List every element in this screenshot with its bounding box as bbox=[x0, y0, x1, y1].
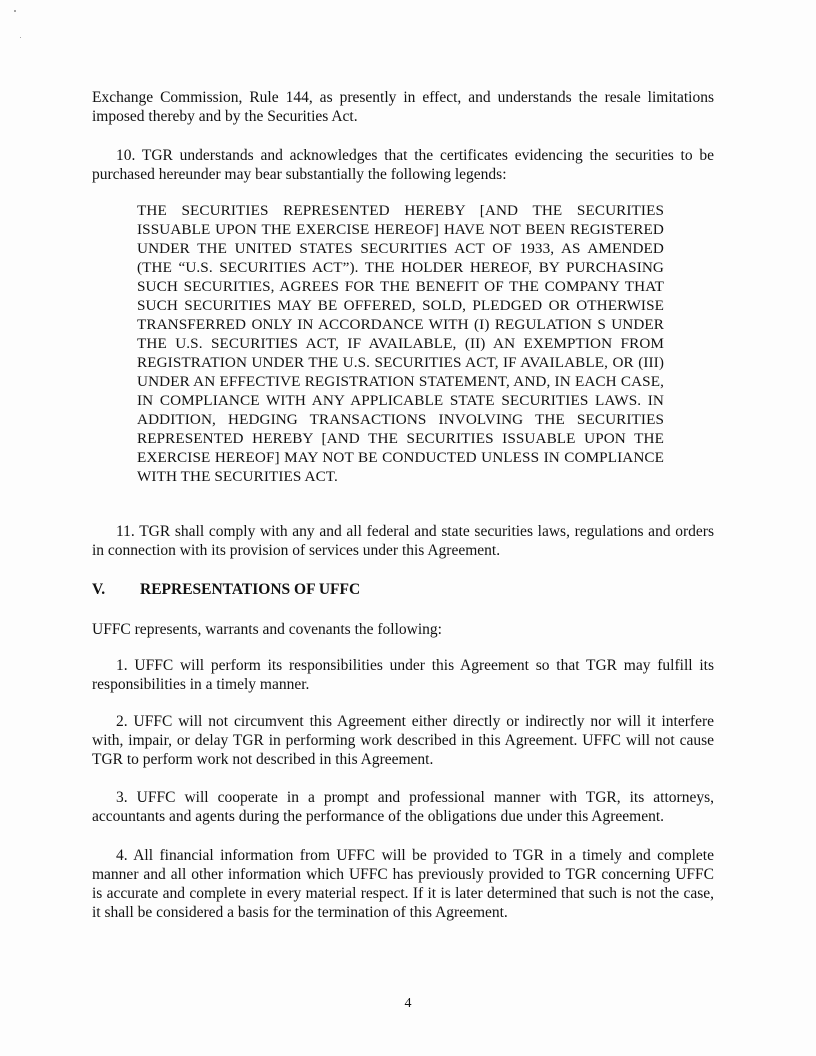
paragraph-intro: Exchange Commission, Rule 144, as presently in effect, and understands the resale limitations imposed thereby and by the Securities Act. bbox=[92, 89, 714, 125]
section-intro: UFFC represents, warrants and covenants the following: bbox=[92, 621, 442, 638]
item-2: 2. UFFC will not circumvent this Agreement either directly or indirectly nor will it interfere with, impair, or delay TGR in performing work described in this Agreement. UFFC will not cause TGR to perform work not described in this Agreement. bbox=[92, 713, 714, 768]
section-number: V. bbox=[92, 581, 106, 598]
scan-speck bbox=[20, 37, 21, 38]
item-3: 3. UFFC will cooperate in a prompt and professional manner with TGR, its attorneys, accountants and agents during the performance of the obligations due under this Agreement. bbox=[92, 789, 714, 825]
item-1: 1. UFFC will perform its responsibilities under this Agreement so that TGR may fulfill its responsibilities in a timely manner. bbox=[92, 657, 714, 693]
page-number: 4 bbox=[404, 996, 412, 1011]
item-4: 4. All financial information from UFFC will be provided to TGR in a timely and complete manner and all other information which UFFC has previously provided to TGR concerning UFFC is accurate and complete in every material respect. If it is later determined that such is not the case, it shall be considered a basis for the termination of this Agreement. bbox=[92, 847, 714, 921]
section-title: REPRESENTATIONS OF UFFC bbox=[140, 581, 361, 598]
section-heading bbox=[92, 581, 360, 599]
paragraph-11: 11. TGR shall comply with any and all federal and state securities laws, regulations and orders in connection with its provision of services under this Agreement. bbox=[92, 523, 714, 559]
securities-legend: THE SECURITIES REPRESENTED HEREBY [AND THE SECURITIES ISSUABLE UPON THE EXERCISE HEREOF] HAVE NOT BEEN REGISTERED UNDER THE UNITED STATES SECURITIES ACT OF 1933, AS AMENDED (THE “U.S. SECURITIES ACT”). THE HOLDER HEREOF, BY PURCHASING SUCH SECURITIES, AGREES FOR THE BENEFIT OF THE COMPANY THAT SUCH SECURITIES MAY BE OFFERED, SOLD, PLEDGED OR OTHERWISE TRANSFERRED ONLY IN ACCORDANCE WITH (I) REGULATION S UNDER THE U.S. SECURITIES ACT, IF AVAILABLE, (II) AN EXEMPTION FROM REGISTRATION UNDER THE U.S. SECURITIES ACT, IF AVAILABLE, OR (III) UNDER AN EFFECTIVE REGISTRATION STATEMENT, AND, IN EACH CASE, IN COMPLIANCE WITH ANY APPLICABLE STATE SECURITIES LAWS. IN ADDITION, HEDGING TRANSACTIONS INVOLVING THE SECURITIES REPRESENTED HEREBY [AND THE SECURITIES ISSUABLE UPON THE EXERCISE HEREOF] MAY NOT BE CONDUCTED UNLESS IN COMPLIANCE WITH THE SECURITIES ACT. bbox=[137, 202, 664, 485]
paragraph-10: 10. TGR understands and acknowledges that the certificates evidencing the securities to be purchased hereunder may bear substantially the following legends: bbox=[92, 147, 714, 183]
scan-speck bbox=[14, 10, 16, 12]
